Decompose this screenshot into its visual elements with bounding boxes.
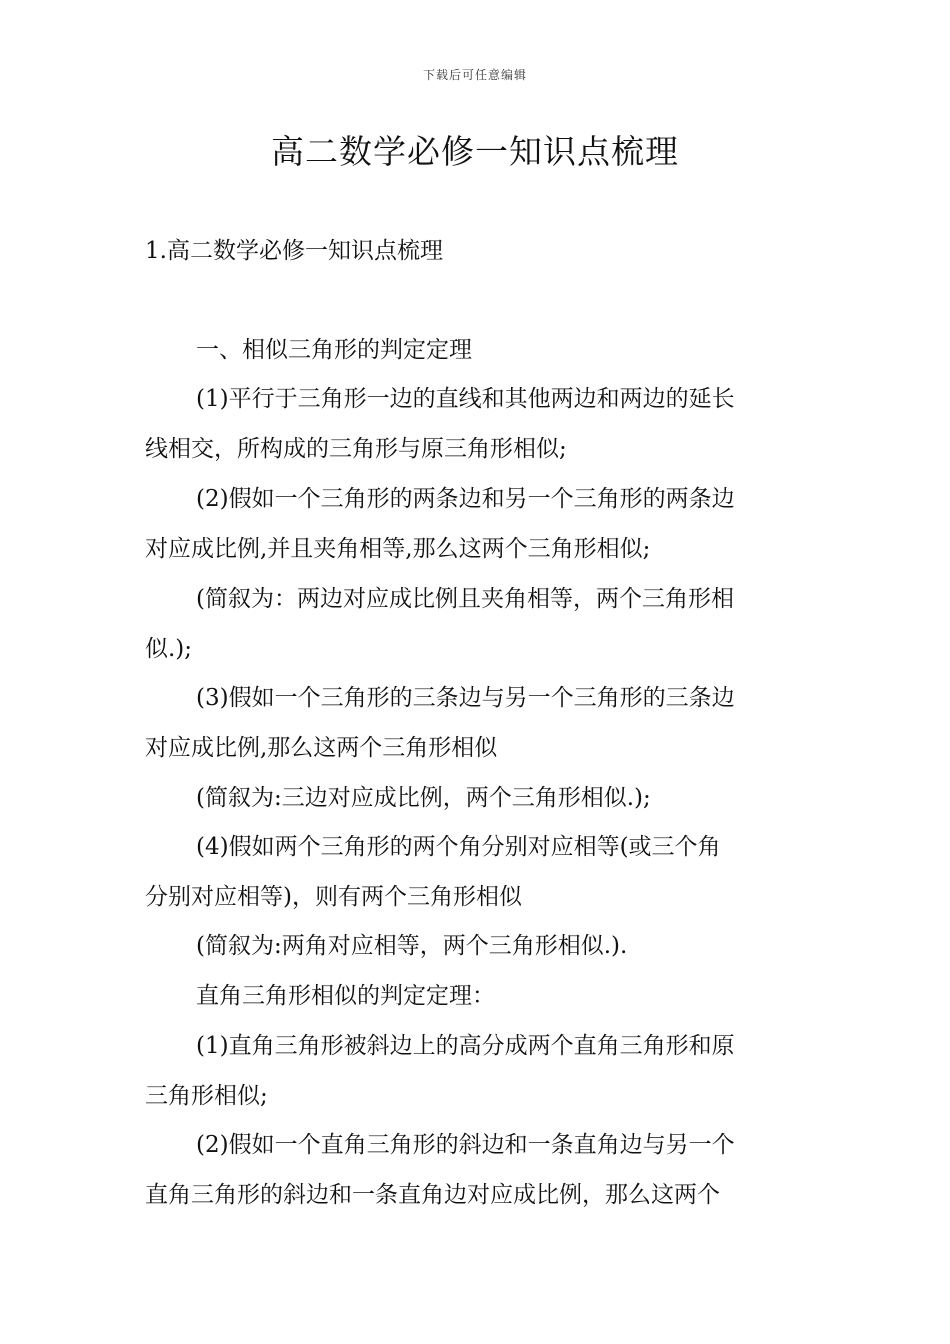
page-header-note: 下载后可任意编辑 <box>422 68 527 82</box>
paragraph-line: (3)假如一个三角形的三条边与另一个三角形的三条边 <box>196 685 735 711</box>
paragraph-line: 似.); <box>145 636 193 662</box>
paragraph-line: 直角三角形相似的判定定理： <box>196 983 495 1009</box>
paragraph-line: (简叙为:两角对应相等，两个三角形相似.). <box>196 933 628 959</box>
paragraph-line: 线相交，所构成的三角形与原三角形相似; <box>145 436 567 462</box>
paragraph-line: 对应成比例,那么这两个三角形相似 <box>145 735 498 761</box>
document-title: 高二数学必修一知识点梳理 <box>271 132 679 171</box>
paragraph-line: (2)假如一个直角三角形的斜边和一条直角边与另一个 <box>196 1132 735 1158</box>
paragraph-line: 三角形相似; <box>145 1083 268 1109</box>
section-heading: 1.高二数学必修一知识点梳理 <box>145 238 443 264</box>
paragraph-line: (4)假如两个三角形的两个角分别对应相等(或三个角 <box>196 834 721 860</box>
paragraph-line: (2)假如一个三角形的两条边和另一个三角形的两条边 <box>196 486 735 512</box>
paragraph-line: (1)直角三角形被斜边上的高分成两个直角三角形和原 <box>196 1033 735 1059</box>
paragraph-line: 直角三角形的斜边和一条直角边对应成比例，那么这两个 <box>145 1182 720 1208</box>
paragraph-line: 分别对应相等)，则有两个三角形相似 <box>145 884 522 910</box>
paragraph-line: (1)平行于三角形一边的直线和其他两边和两边的延长 <box>196 386 735 412</box>
paragraph-line: 一、相似三角形的判定定理 <box>196 337 472 363</box>
paragraph-line: 对应成比例,并且夹角相等,那么这两个三角形相似; <box>145 536 651 562</box>
paragraph-line: (简叙为:三边对应成比例，两个三角形相似.); <box>196 785 651 811</box>
paragraph-line: (简叙为：两边对应成比例且夹角相等，两个三角形相 <box>196 586 734 612</box>
